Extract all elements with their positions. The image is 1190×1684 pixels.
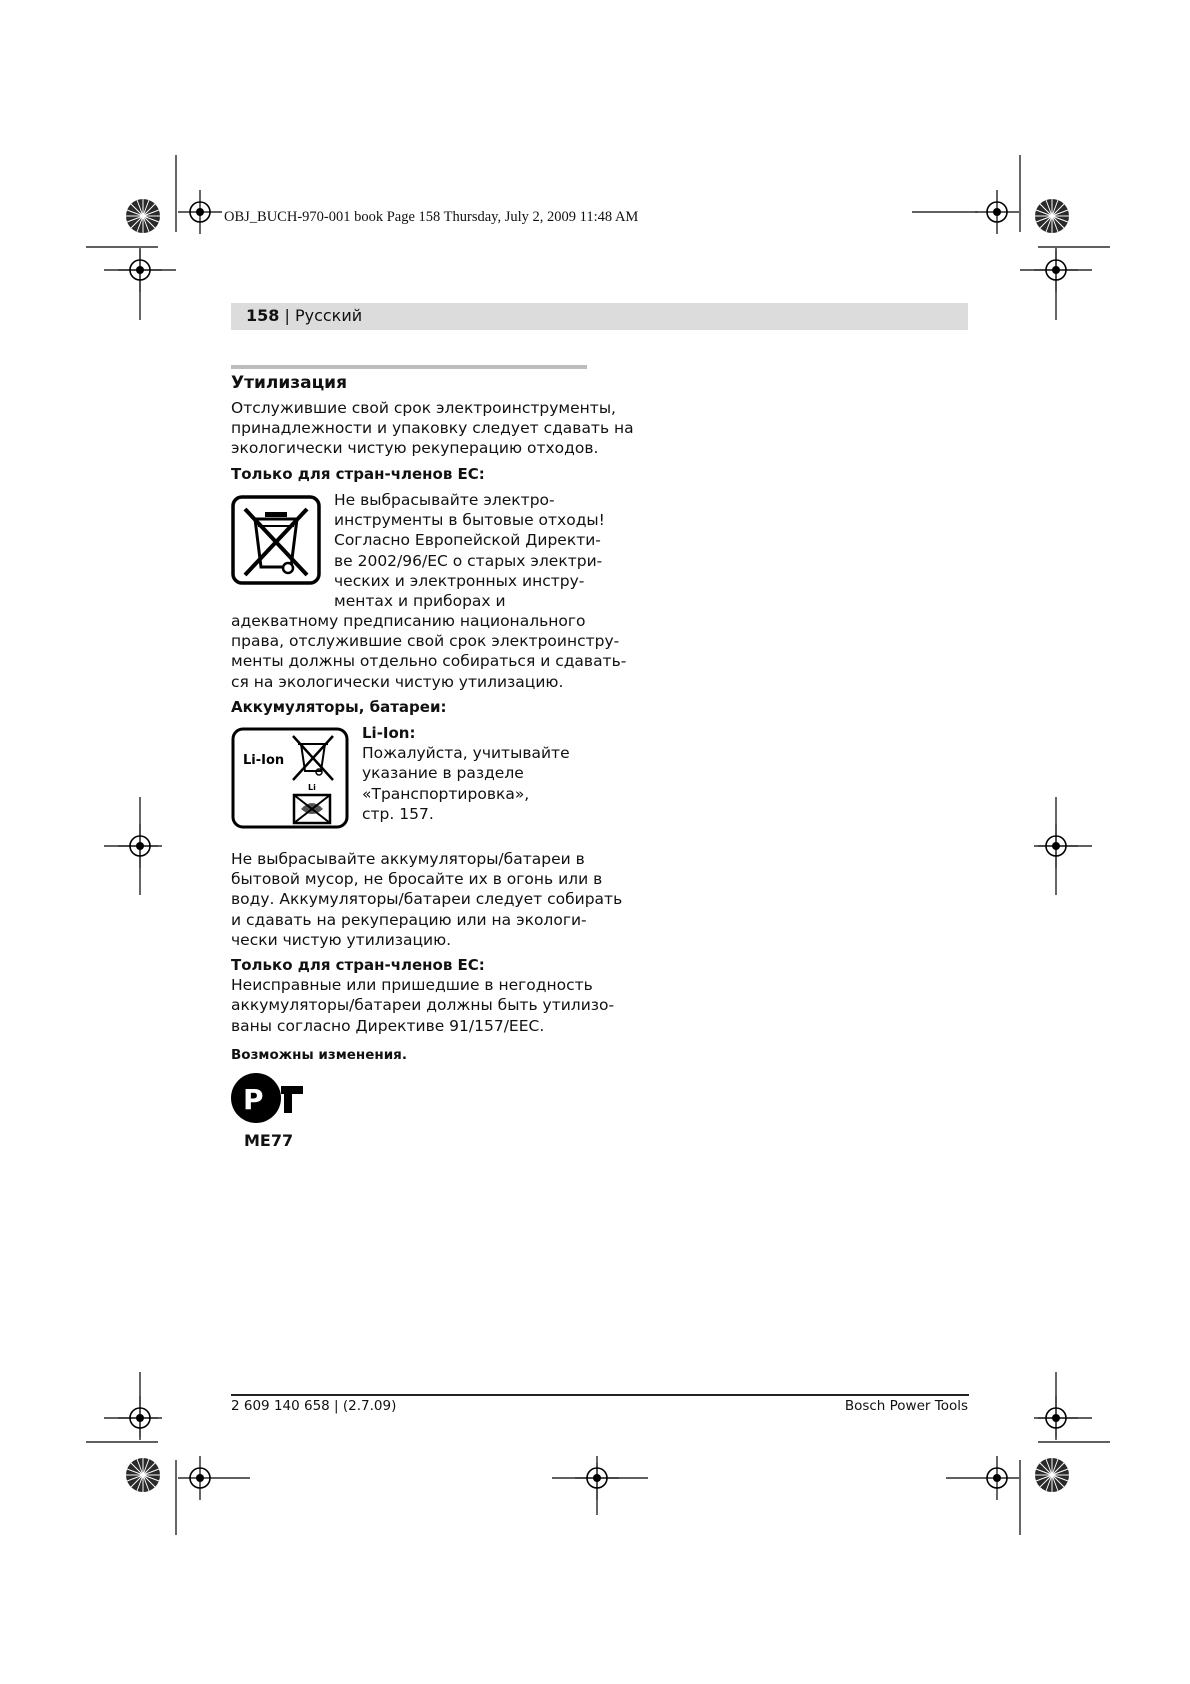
color-bar-starburst-top-left xyxy=(126,199,160,233)
print-slug-line: OBJ_BUCH-970-001 book Page 158 Thursday, July 2, 2009 11:48 AM xyxy=(224,209,639,225)
section-title: Утилизация xyxy=(231,373,348,393)
weee-text-wrapped xyxy=(334,490,605,611)
liion-note xyxy=(362,723,570,824)
footer-rule xyxy=(231,1394,969,1396)
text-line: ся на экологически чистую утилизацию. xyxy=(231,672,564,691)
text-line: инструменты в бытовые отходы! xyxy=(334,511,605,530)
weee-text-full xyxy=(231,611,626,692)
page-header xyxy=(246,305,362,327)
text-line: аккумуляторы/батареи должны быть утилизо- xyxy=(231,996,615,1015)
li-ion-icon-label: Li-Ion xyxy=(243,753,285,768)
changes-note: Возможны изменения. xyxy=(231,1047,407,1063)
text-line: чески чистую утилизацию. xyxy=(231,930,452,949)
footer-doc-number: 2 609 140 658 | (2.7.09) xyxy=(231,1398,397,1414)
svg-text:Р: Р xyxy=(243,1083,264,1116)
header-language: Русский xyxy=(294,306,363,325)
footer-brand: Bosch Power Tools xyxy=(844,1398,968,1414)
text-line: ментах и приборах и xyxy=(334,592,506,611)
eu-heading-2: Только для стран-членов ЕС: xyxy=(231,956,485,974)
eu-battery-block xyxy=(231,955,614,1036)
cert-code: МЕ77 xyxy=(244,1131,294,1150)
text-line: Отслужившие свой срок электроинструменты, xyxy=(231,399,616,417)
text-line: принадлежности и упаковку следует сдавать на xyxy=(231,419,634,438)
text-line: Пожалуйста, учитывайте xyxy=(362,744,570,763)
text-line: права, отслужившие свой срок электроинстру- xyxy=(231,632,620,651)
gost-r-certification-logo xyxy=(229,1071,309,1129)
text-line: ве 2002/96/ЕС о старых электри- xyxy=(334,551,603,570)
text-line: указание в разделе xyxy=(362,764,524,783)
text-line: бытовой мусор, не бросайте их в огонь или в xyxy=(231,870,603,889)
weee-crossed-bin-icon xyxy=(231,495,321,585)
text-line: воду. Аккумуляторы/батареи следует собирать xyxy=(231,890,623,909)
text-line: Неисправные или пришедшие в негодность xyxy=(231,976,593,995)
li-small-label: Li xyxy=(308,783,316,792)
battery-heading: Аккумуляторы, батареи: xyxy=(231,698,447,716)
text-line: ваны согласно Директиве 91/157/EEC. xyxy=(231,1016,545,1035)
text-line: Не выбрасывайте электро- xyxy=(334,491,555,509)
text-line: «Транспортировка», xyxy=(362,784,530,803)
text-line: менты должны отдельно собираться и сдавать- xyxy=(231,652,627,671)
battery-paragraph xyxy=(231,849,622,950)
text-line: адекватному предписанию национального xyxy=(231,612,586,630)
intro-paragraph xyxy=(231,398,634,459)
text-line: Не выбрасывайте аккумуляторы/батареи в xyxy=(231,850,585,868)
text-line: стр. 157. xyxy=(362,804,434,823)
text-line: экологически чистую рекуперацию отходов. xyxy=(231,439,599,458)
text-line: и сдавать на рекуперацию или на экологи- xyxy=(231,910,587,929)
liion-label: Li-Ion: xyxy=(362,724,416,742)
li-ion-recycling-icon xyxy=(231,727,349,829)
section-top-rule xyxy=(231,365,587,369)
header-separator: | xyxy=(279,306,295,325)
page-number: 158 xyxy=(246,306,280,325)
text-line: Согласно Европейской Директи- xyxy=(334,531,601,550)
eu-heading: Только для стран-членов ЕС: xyxy=(231,465,485,483)
text-line: ческих и электронных инстру- xyxy=(334,571,585,590)
